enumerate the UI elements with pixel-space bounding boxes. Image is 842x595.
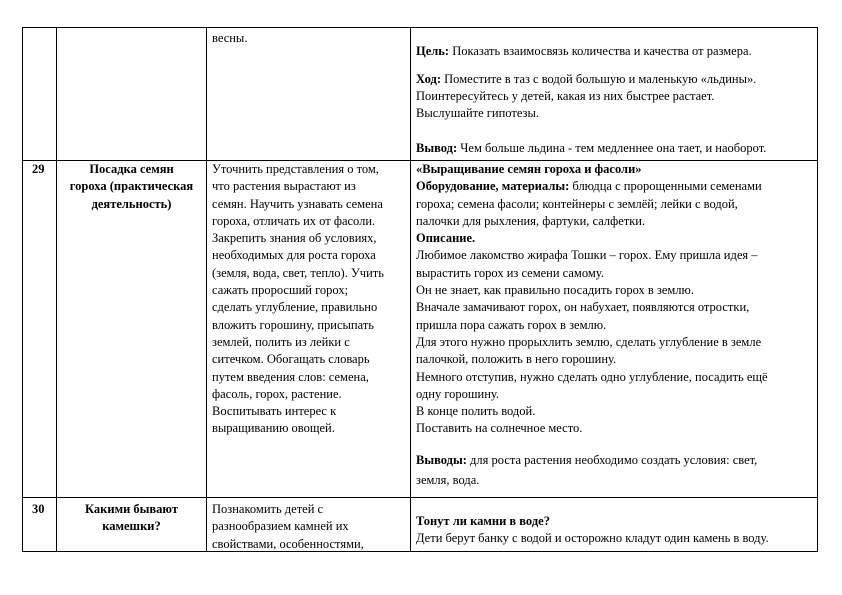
goals-line: вложить горошину, присыпать [212, 317, 374, 332]
goals-line: (земля, вода, свет, тепло). Учить [212, 265, 384, 280]
content-line: Дети берут банку с водой и осторожно кладут один камень в воду. [416, 531, 769, 546]
description-line: вырастить горох из семени самому. [416, 265, 604, 280]
row-2-topic-cell [56, 160, 207, 498]
experiment-title: Тонут ли камни в воде? [416, 514, 550, 528]
description-line: Для этого нужно прорыхлить землю, сделать углубление в земле [416, 334, 762, 349]
goals-line: гороха, отличать их от фасоли. [212, 213, 376, 228]
goals-line: Воспитывать интерес к [212, 404, 337, 419]
row-number: 29 [32, 162, 45, 176]
topic-line: деятельность) [91, 196, 172, 211]
topic-line: Посадка семян [89, 162, 174, 176]
goals-line: выращиванию овощей. [212, 421, 335, 436]
description-line: В конце полить водой. [416, 404, 536, 419]
description-line: Он не знает, как правильно посадить горох в землю. [416, 283, 695, 298]
description-line: Немного отступив, нужно сделать одно углубление, посадить ещё [416, 369, 768, 384]
conclusion-label: Выводы: [416, 452, 467, 467]
goals-line: Познакомить детей с [212, 502, 324, 516]
experiment-title: «Выращивание семян гороха и фасоли» [416, 162, 642, 176]
goals-line: Уточнить представления о том, [212, 162, 379, 176]
row-1-num-cell [22, 27, 57, 161]
description-line: Вначале замачивают горох, он набухает, появляются отростки, [416, 300, 750, 315]
goal-text: Показать взаимосвязь количества и качества от размера. [452, 44, 752, 58]
conclusion-label: Вывод: [416, 141, 458, 156]
goals-line: свойствами, особенностями, [212, 536, 364, 551]
row-2-num-cell [22, 160, 57, 498]
course-label: Ход: [416, 71, 442, 86]
row-3-content-cell [410, 497, 818, 552]
goals-line: сажать проросший горох; [212, 283, 349, 298]
row-1-goals-cell [206, 27, 411, 161]
goal-label: Цель: [416, 44, 450, 58]
row-3-topic-cell [56, 497, 207, 552]
conclusion-text: для роста растения необходимо создать условия: свет, [470, 452, 758, 467]
equipment-line: гороха; семена фасоли; контейнеры с землёй; лейки с водой, [416, 196, 738, 211]
course-line: Выслушайте гипотезы. [416, 106, 539, 121]
conclusion-line: земля, вода. [416, 473, 480, 488]
goals-line: ситечком. Обогащать словарь [212, 352, 370, 367]
goals-line: что растения вырастают из [212, 179, 356, 194]
description-line: Любимое лакомство жирафа Тошки – горох. Ему пришла идея – [416, 248, 758, 263]
goals-line: Закрепить знания об условиях, [212, 231, 377, 246]
description-line: Поставить на солнечное место. [416, 421, 583, 436]
row-number: 30 [32, 502, 45, 516]
goals-line: фасоль, горох, растение. [212, 386, 342, 401]
goals-line: землей, полить из лейки с [212, 334, 350, 349]
row-1-topic-cell [56, 27, 207, 161]
goals-line: весны. [212, 31, 248, 45]
conclusion-line [416, 452, 768, 469]
topic-line: Какими бывают [85, 502, 178, 516]
course-line: Поинтересуйтесь у детей, какая из них быстрее растает. [416, 89, 715, 104]
description-line: одну горошину. [416, 386, 500, 401]
conclusion-text: Чем больше льдина - тем медленнее она тает, и наоборот. [460, 141, 767, 156]
topic-line: гороха (практическая [69, 179, 194, 194]
equipment-text: блюдца с пророщенными семенами [572, 179, 762, 194]
goals-line: разнообразием камней их [212, 519, 349, 534]
row-2-content-cell [410, 160, 818, 498]
row-2-goals-cell [206, 160, 411, 498]
row-3-goals-cell [206, 497, 411, 552]
course-line [416, 71, 766, 88]
row-1-content-cell [410, 27, 818, 161]
goals-line: необходимых для роста гороха [212, 248, 376, 263]
goals-line: путем введения слов: семена, [212, 369, 369, 384]
equipment-line: палочки для рыхления, фартуки, салфетки. [416, 213, 646, 228]
goal-line [416, 43, 766, 60]
description-label: Описание. [416, 231, 476, 246]
course-text: Поместите в таз с водой большую и маленькую «льдины». [444, 71, 757, 86]
description-line: пришла пора сажать горох в землю. [416, 317, 607, 332]
conclusion-line [416, 140, 766, 157]
row-3-num-cell [22, 497, 57, 552]
topic-line: камешки? [102, 519, 161, 534]
goals-line: семян. Научить узнавать семена [212, 196, 383, 211]
equipment-line [416, 178, 768, 195]
equipment-label: Оборудование, материалы: [416, 179, 570, 194]
goals-line: сделать углубление, правильно [212, 300, 378, 315]
description-line: палочкой, положить в него горошину. [416, 352, 617, 367]
